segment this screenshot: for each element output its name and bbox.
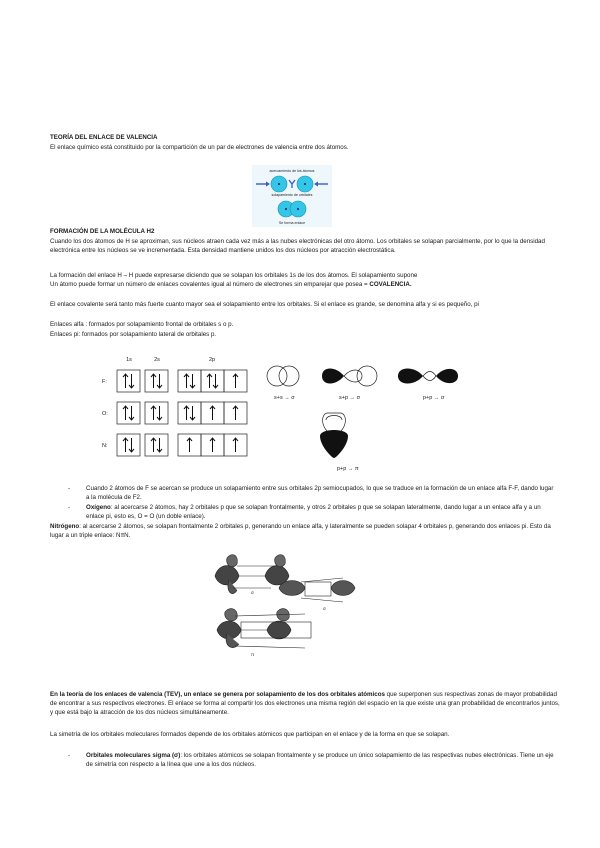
s-s-overlap-icon <box>267 366 299 386</box>
orbital-row-label: F: <box>102 379 107 385</box>
svg-text:σ: σ <box>251 590 254 595</box>
orbital-box-diagram <box>100 350 280 465</box>
fig1-bottom-label: Se forma enlace <box>278 221 306 225</box>
fig1-top-label: acercamiento de los átomos <box>269 169 315 173</box>
arrow-up-icon <box>233 438 238 452</box>
orbital-box <box>117 370 140 392</box>
label-p-p-lateral: p+p → π <box>337 466 359 472</box>
arrow-up-icon <box>151 438 156 452</box>
svg-text:σ: σ <box>323 606 326 611</box>
nitrogen-paragraph: Nitrógeno: al acercarse 2 átomos, se solapan frontalmente 2 orbitales p, generando un enlace alfa, y lateralmente se pueden solapar 4 orbitales p, generando dos enlaces pi. Esto da lugar a un triple enlace: N≡N. <box>50 523 551 540</box>
orbital-overlap-figures <box>260 358 460 473</box>
h2-paragraph-3: El enlace covalente será tanto más fuerte cuanto mayor sea el solapamiento entre los orbitales. Si el enlace es grande, se denomina alfa y si es pequeño, pi <box>50 301 479 308</box>
oxygen-bullet: Oxígeno: al acercarse 2 átomos, hay 2 orbitales p que se solapan frontalmente, y otros 2 orbitales p que se solapan lateralmente, dando lugar a un enlace alfa y a un enlace pi, esto es, O = O (un doble enlace). <box>86 504 541 521</box>
arrow-down-icon <box>129 374 134 388</box>
intro-text: El enlace químico está constituido por la compartición de un par de electrones de valencia entre dos átomos. <box>50 144 349 151</box>
section-heading-tev: TEORÍA DEL ENLACE DE VALENCIA <box>50 134 158 141</box>
tev-paragraph: En la teoría de los enlaces de valencia (TEV), un enlace se genera por solapamiento de los dos orbitales atómicos que superponen sus respectivas zonas de mayor probabilidad de encontrar a sus respectivos electrones. El enlace se forma al compartir los dos electrones una misma región del espacio en la que existe una gran probabilidad de encontrarlos juntos, y que está bajo la atracción de los dos núcleos simultáneamente. <box>50 691 560 717</box>
p-p-lateral-overlap-icon <box>320 413 348 458</box>
orbital-box <box>178 402 201 424</box>
label-p-p-frontal: p+p → σ <box>423 395 445 401</box>
arrow-up-icon <box>123 438 128 452</box>
orbital-header-2p: 2p <box>208 357 216 363</box>
arrow-down-icon <box>157 374 162 388</box>
orbital-row-label: N: <box>102 443 108 449</box>
p-p-frontal-overlap-icon <box>398 369 458 384</box>
orbital-box <box>145 370 168 392</box>
arrow-up-icon <box>233 374 238 388</box>
orbital-header-2s: 2s <box>154 357 160 363</box>
h2-paragraph-2b: Un átomo puede formar un número de enlaces covalentes igual al número de electrones sin emparejar que posea = COVALENCIA. <box>50 281 412 288</box>
orbital-box <box>145 402 168 424</box>
arrow-up-icon <box>184 406 189 420</box>
h2-paragraph-2a: La formación del enlace H – H puede expresarse diciendo que se solapan los orbitales 1s de los dos átomos. El solapamiento supone <box>50 272 418 279</box>
h2-formation-figure <box>252 165 332 227</box>
arrow-up-icon <box>210 438 215 452</box>
arrow-up-icon <box>123 374 128 388</box>
bullet-marker: - <box>68 752 71 759</box>
arrow-up-icon <box>184 374 189 388</box>
arrow-down-icon <box>190 406 195 420</box>
orbital-box <box>117 402 140 424</box>
bullet-marker: - <box>68 504 71 511</box>
sigma-orbitals-bullet: Orbitales moleculares sigma (σ): los orbitales atómicos se solapan frontalmente y se produce un único solapamiento de las respectivas nubes electrónicas. Tiene un eje de simetría con respecto a la línea que une a los dos núcleos. <box>86 752 554 769</box>
orbital-box <box>117 434 140 456</box>
n2-orbital-figure <box>205 548 365 660</box>
label-s-s: s+s → σ <box>274 395 295 401</box>
label-s-p: s+p → σ <box>339 395 360 401</box>
s-p-overlap-icon <box>322 366 377 386</box>
bullet-marker: - <box>68 485 71 492</box>
arrow-down-icon <box>157 406 162 420</box>
arrow-down-icon <box>190 374 195 388</box>
arrow-up-icon <box>207 374 212 388</box>
orbital-box <box>145 434 168 456</box>
orbital-box <box>178 370 201 392</box>
arrow-up-icon <box>187 438 192 452</box>
symmetry-paragraph: La simetría de los orbitales moleculares formados depende de los orbitales atómicos que participan en el enlace y de la forma en que se solapan. <box>50 731 450 738</box>
section-heading-h2: FORMACIÓN DE LA MOLÉCULA H2 <box>50 228 155 235</box>
arrow-down-icon <box>129 438 134 452</box>
h2-paragraph-1: Cuando los dos átomos de H se aproximan, sus núcleos atraen cada vez más a las nubes electrónicas del otro átomo. Los orbitales se solapan parcialmente, por lo que la densidad electrónica entre los núcleos se ve incrementada. Esta densidad mantiene unidos los dos núcleos por atracción electrostática. <box>50 238 545 255</box>
sigma-definition: Enlaces alfa : formados por solapamiento frontal de orbitales s o p. <box>50 321 234 328</box>
orbital-box <box>201 370 224 392</box>
svg-text:π: π <box>251 652 255 657</box>
fluorine-bullet: Cuando 2 átomos de F se acercan se produce un solapamiento entre sus orbitales 2p semiocupados, lo que se traduce en la formación de un enlace alfa F-F, dando lugar a la molécula de F2. <box>86 485 554 502</box>
arrow-down-icon <box>157 438 162 452</box>
orbital-header-1s: 1s <box>126 357 132 363</box>
arrow-up-icon <box>151 406 156 420</box>
pi-definition: Enlaces pi: formados por solapamiento lateral de orbitales p. <box>50 331 217 338</box>
fig1-middle-label: solapamiento de orbitales <box>271 193 313 197</box>
arrow-up-icon <box>123 406 128 420</box>
arrow-down-icon <box>213 374 218 388</box>
arrow-down-icon <box>129 406 134 420</box>
arrow-up-icon <box>210 406 215 420</box>
arrow-up-icon <box>151 374 156 388</box>
arrow-up-icon <box>233 406 238 420</box>
orbital-row-label: O: <box>102 411 108 417</box>
